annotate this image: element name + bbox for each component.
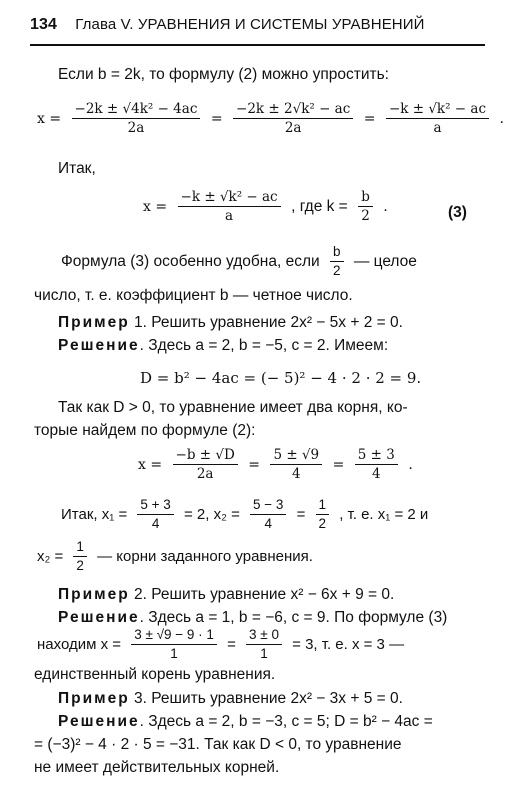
- intro-text: Если b = 2k, то формулу (2) можно упростить:: [58, 66, 389, 83]
- formula-simplified: x = $\frac{\text{−2k ± √4k² − 4ac}}{2a}$ = $\frac{\text{−2k ± 2√k² − ac}}{2a}$ = $\frac{\text{−k ± √k² − ac}}{a}$ .: [37, 101, 504, 136]
- fraction: $\frac{\text{−k ± √k² − ac}}{a}$: [178, 188, 281, 225]
- para1-line2: число, т. е. коэффициент b — четное число.: [34, 287, 353, 304]
- example1-heading: Пример 1. Решить уравнение 2x² − 5x + 2 = 0.: [58, 314, 403, 331]
- fraction: $\frac{\text{−2k ± √4k² − 4ac}}{2a}$: [72, 100, 201, 137]
- fraction: $\frac{b}{2}$: [358, 188, 373, 225]
- formula-roots: x = $\frac{-b \pm √D}{2a}$ = $\frac{5 \pm √9}{4}$ = $\frac{5 \pm 3}{4}$ .: [138, 447, 413, 482]
- roots-line1: Итак, x₁ = $\frac{5 + 3}{4}$ = 2, x₂ = $\frac{5 - 3}{4}$ = $\frac{1}{2}$ , т. е. x₁ = 2 и: [61, 497, 429, 531]
- fraction: $\frac{5 \pm √9}{4}$: [270, 446, 322, 483]
- solution2-line2: находим x = $\frac{3 \pm √9 - 9 \cdot 1}{1}$ = $\frac{3 \pm 0}{1}$ = 3, т. е. x = 3 —: [37, 627, 405, 661]
- formula-3: x = $\frac{\text{−k ± √k² − ac}}{a}$ , где k = $\frac{b}{2}$ .: [143, 189, 388, 224]
- example2-heading: Пример 2. Решить уравнение x² − 6x + 9 = 0.: [58, 586, 395, 603]
- roots-line2: x₂ = $\frac{1}{2}$ — корни заданного уравнения.: [37, 539, 313, 573]
- discriminant-formula: D = b² − 4ac = (− 5)² − 4 · 2 · 2 = 9.: [140, 369, 422, 387]
- para1-line1: Формула (3) особенно удобна, если $\frac{b}{2}$ — целое: [61, 244, 417, 278]
- para2-line2: торые найдем по формуле (2):: [34, 422, 256, 439]
- page-number: 134: [30, 16, 57, 33]
- itak-text: Итак,: [58, 160, 96, 177]
- solution3-heading: Решение. Здесь a = 2, b = −3, c = 5; D = b² − 4ac =: [58, 713, 433, 730]
- solution2-heading: Решение. Здесь a = 1, b = −6, c = 9. По формуле (3): [58, 609, 448, 626]
- fraction: $\frac{1}{2}$: [316, 496, 330, 533]
- fraction: $\frac{5 + 3}{4}$: [137, 496, 173, 533]
- formula-label: (3): [448, 204, 467, 221]
- fraction: $\frac{3 \pm 0}{1}$: [246, 626, 282, 663]
- solution1-heading: Решение. Здесь a = 2, b = −5, c = 2. Имеем:: [58, 337, 389, 354]
- chapter-title: Глава V. УРАВНЕНИЯ И СИСТЕМЫ УРАВНЕНИЙ: [75, 16, 425, 33]
- example3-heading: Пример 3. Решить уравнение 2x² − 3x + 5 = 0.: [58, 690, 403, 707]
- fraction: $\frac{1}{2}$: [73, 538, 87, 575]
- fraction: $\frac{5 - 3}{4}$: [250, 496, 286, 533]
- fraction: $\frac{b}{2}$: [330, 243, 344, 280]
- fraction: $\frac{3 \pm √9 - 9 \cdot 1}{1}$: [131, 626, 217, 663]
- fraction: $\frac{-b \pm √D}{2a}$: [173, 446, 238, 483]
- solution3-line2: = (−3)² − 4 · 2 · 5 = −31. Так как D < 0, то уравнение: [34, 736, 402, 753]
- fraction: $\frac{\text{−k ± √k² − ac}}{a}$: [386, 100, 489, 137]
- header-rule: [30, 44, 485, 46]
- solution3-line3: не имеет действительных корней.: [34, 759, 280, 776]
- page-header: [30, 16, 480, 40]
- para2-line1: Так как D > 0, то уравнение имеет два корня, ко-: [58, 399, 408, 416]
- formula-lhs: x =: [37, 110, 62, 127]
- solution2-line3: единственный корень уравнения.: [34, 666, 276, 683]
- fraction: $\frac{\text{−2k ± 2√k² − ac}}{2a}$: [233, 100, 353, 137]
- fraction: $\frac{5 \pm 3}{4}$: [355, 446, 398, 483]
